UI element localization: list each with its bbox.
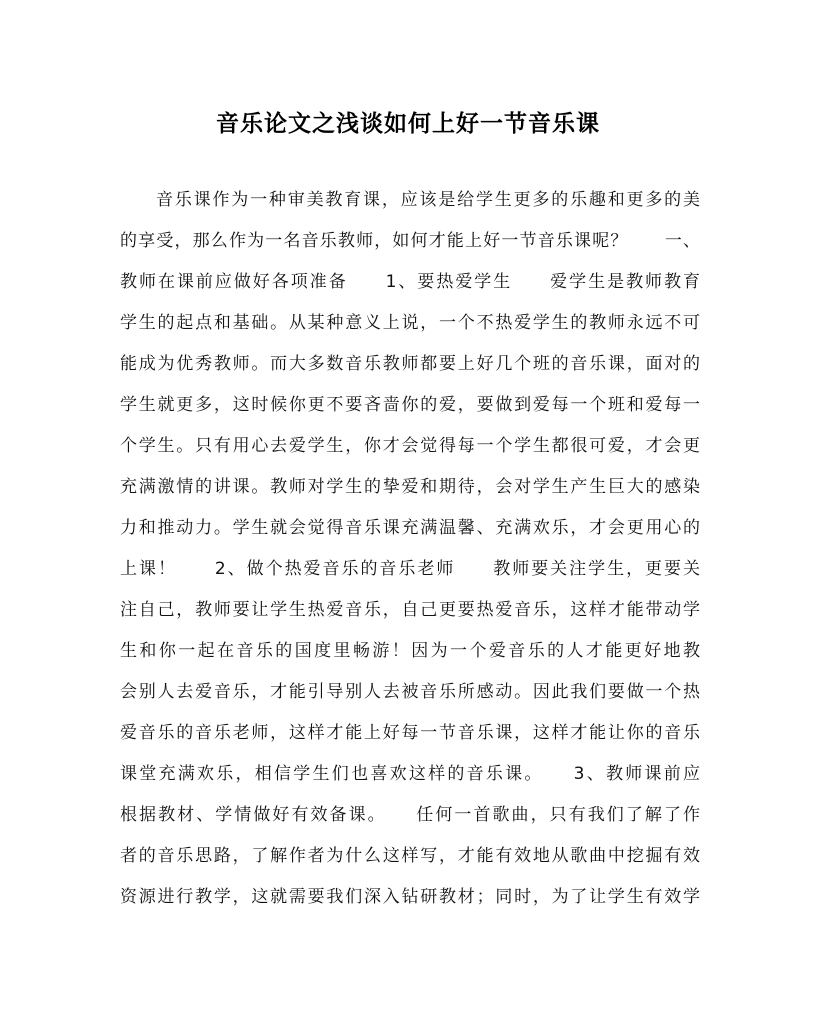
- paragraph-line: 上课！ 2、做个热爱音乐的音乐老师 教师要关注学生，更要关: [120, 559, 700, 579]
- paragraph-line: 课堂充满欢乐，相信学生们也喜欢这样的音乐课。 3、教师课前应: [120, 764, 700, 784]
- paragraph-line: 学生就更多，这时候你更不要吝啬你的爱，要做到爱每一个班和爱每一: [120, 395, 700, 415]
- paragraph-line: 根据教材、学情做好有效备课。 任何一首歌曲，只有我们了解了作: [120, 805, 700, 825]
- paragraph-line: 资源进行教学，这就需要我们深入钻研教材；同时，为了让学生有效学: [120, 887, 700, 907]
- paragraph-line: 生和你一起在音乐的国度里畅游！因为一个爱音乐的人才能更好地教: [120, 641, 700, 661]
- paragraph-line: 学生的起点和基础。从某种意义上说，一个不热爱学生的教师永远不可: [120, 313, 700, 333]
- paragraph-line: 的享受，那么作为一名音乐教师，如何才能上好一节音乐课呢？ 一、: [120, 231, 700, 251]
- paragraph-line: 会别人去爱音乐，才能引导别人去被音乐所感动。因此我们要做一个热: [120, 682, 700, 702]
- paragraph-line: 音乐课作为一种审美教育课，应该是给学生更多的乐趣和更多的美: [156, 190, 700, 210]
- paragraph-line: 充满激情的讲课。教师对学生的挚爱和期待，会对学生产生巨大的感染: [120, 477, 700, 497]
- paragraph-line: 教师在课前应做好各项准备 1、要热爱学生 爱学生是教师教育: [120, 272, 700, 292]
- paragraph-line: 能成为优秀教师。而大多数音乐教师都要上好几个班的音乐课，面对的: [120, 354, 700, 374]
- paragraph-line: 者的音乐思路，了解作者为什么这样写，才能有效地从歌曲中挖掘有效: [120, 846, 700, 866]
- document-title: 音乐论文之浅谈如何上好一节音乐课: [216, 110, 600, 137]
- paragraph-line: 爱音乐的音乐老师，这样才能上好每一节音乐课，这样才能让你的音乐: [120, 723, 700, 743]
- paragraph-line: 力和推动力。学生就会觉得音乐课充满温馨、充满欢乐，才会更用心的: [120, 518, 700, 538]
- paragraph-line: 注自己，教师要让学生热爱音乐，自己更要热爱音乐，这样才能带动学: [120, 600, 700, 620]
- paragraph-line: 个学生。只有用心去爱学生，你才会觉得每一个学生都很可爱，才会更: [120, 436, 700, 456]
- document-body: [120, 180, 700, 918]
